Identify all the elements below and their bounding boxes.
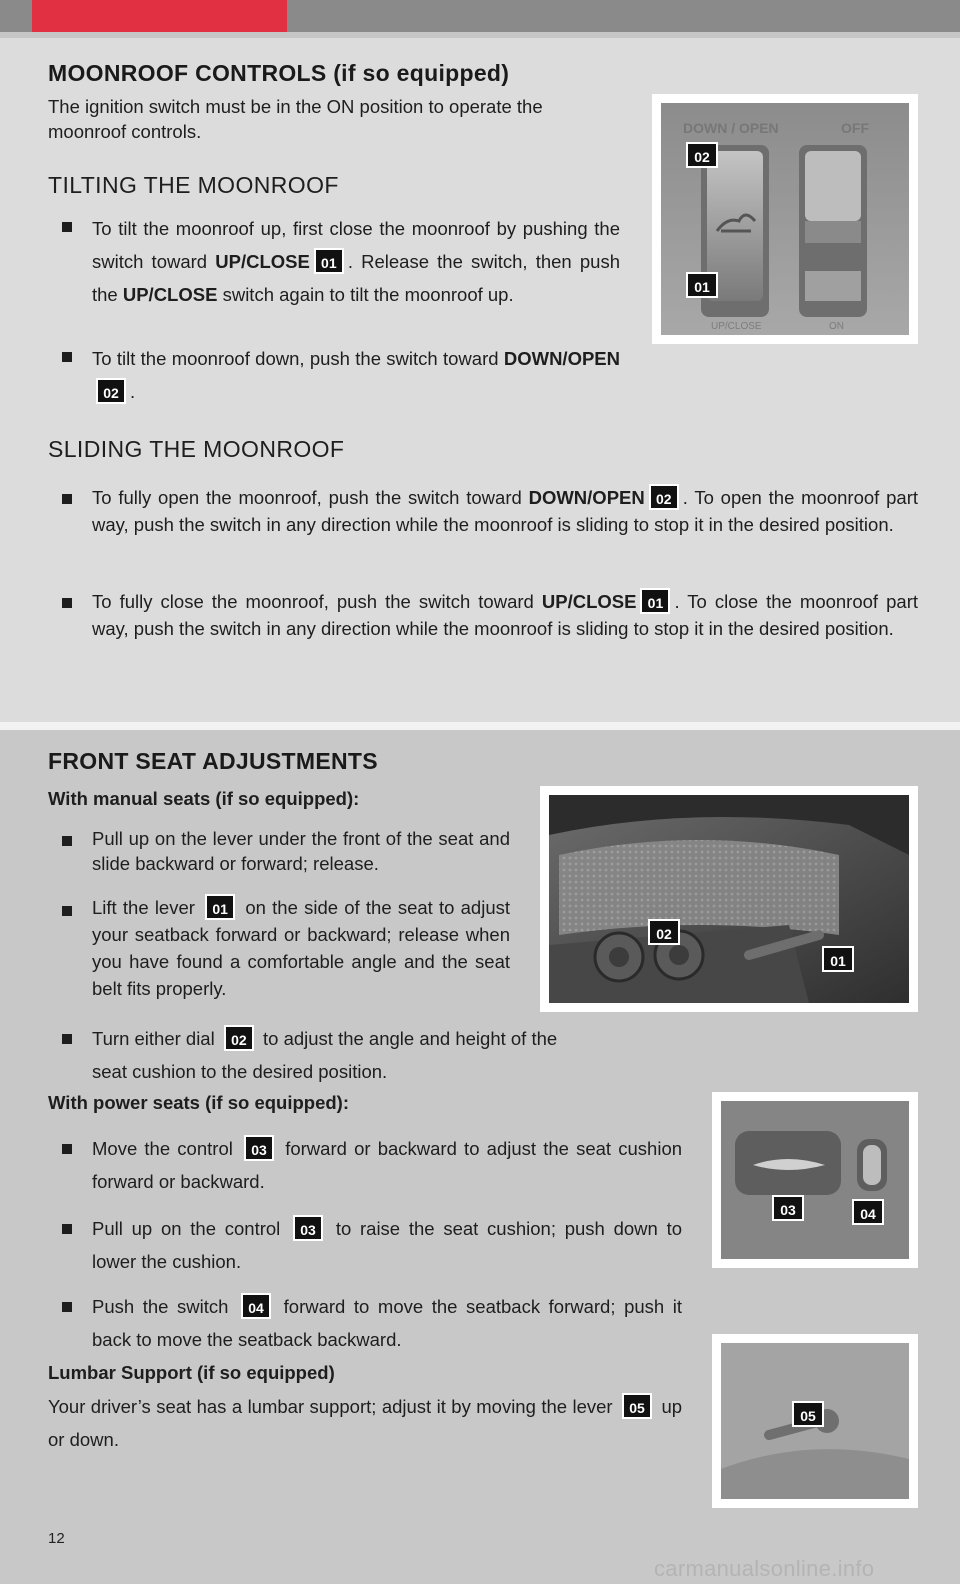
power-seat-photo (712, 1092, 918, 1268)
callout-badge: 01 (640, 588, 670, 614)
tilting-bullet-1: To tilt the moonroof up, first close the moonroof by pushing the switch toward UP/CLOSE 01 . Release the switch, then push the UP/CLOSE switch again to tilt the moonroof up. (92, 218, 620, 305)
bullet (62, 836, 72, 846)
callout-badge: 05 (622, 1393, 652, 1419)
sliding-heading: SLIDING THE MOONROOF (48, 436, 345, 462)
bullet (62, 494, 72, 504)
bullet (62, 1144, 72, 1154)
bullet (62, 906, 72, 916)
callout-badge: 02 (224, 1025, 254, 1051)
bullet (62, 352, 72, 362)
callout-badge: 04 (241, 1293, 271, 1319)
moonroof-switch-illustration (661, 103, 909, 335)
bullet (62, 1302, 72, 1312)
page-number: 12 (48, 1530, 65, 1547)
bullet (62, 1034, 72, 1044)
manual-bullet-3: Turn either dial 02 to adjust the angle and height of the seat cushion to the desired position. (92, 1022, 572, 1088)
callout-badge: 03 (244, 1135, 274, 1161)
tilting-heading: TILTING THE MOONROOF (48, 172, 339, 198)
callout-badge: 03 (293, 1215, 323, 1241)
callout-badge: 01 (822, 946, 854, 972)
manual-heading: With manual seats (if so equipped): (48, 788, 360, 809)
callout-badge: 02 (686, 142, 718, 168)
switch-label-down-open: DOWN / OPEN (683, 120, 779, 136)
manual-seat-illustration (549, 795, 909, 1003)
bullet (62, 1224, 72, 1234)
power-heading: With power seats (if so equipped): (48, 1092, 349, 1113)
switch-label-on: ON (829, 321, 844, 332)
callout-badge: 02 (648, 919, 680, 945)
lumbar-heading: Lumbar Support (if so equipped) (48, 1362, 335, 1383)
tilting-bullet-2: To tilt the moonroof down, push the switch toward DOWN/OPEN02 . (92, 348, 620, 402)
section-divider (0, 722, 960, 730)
watermark: carmanualsonline.info (654, 1556, 875, 1581)
bullet (62, 598, 72, 608)
callout-badge: 04 (852, 1199, 884, 1225)
moonroof-switch-photo (652, 94, 918, 344)
callout-badge: 01 (205, 894, 235, 920)
manual-seat-photo (540, 786, 918, 1012)
lumbar-text: Your driver’s seat has a lumbar support; adjust it by moving the lever 05 up or down. (48, 1390, 682, 1456)
moonroof-title: MOONROOF CONTROLS (if so equipped) (48, 60, 510, 86)
switch-label-up-close: UP/CLOSE (711, 321, 762, 332)
accent-bar (32, 0, 287, 32)
power-seat-illustration (721, 1101, 909, 1259)
callout-badge: 02 (96, 378, 126, 404)
switch-label-off: OFF (841, 120, 869, 136)
bullet (62, 222, 72, 232)
callout-badge: 02 (649, 484, 679, 510)
callout-badge: 03 (772, 1195, 804, 1221)
lumbar-photo (712, 1334, 918, 1508)
power-bullet-1: Move the control 03 forward or backward to adjust the seat cushion forward or backward. (92, 1132, 682, 1198)
seats-title: FRONT SEAT ADJUSTMENTS (48, 748, 378, 774)
top-bar (0, 0, 960, 32)
manual-bullet-2: Lift the lever 01 on the side of the seat to adjust your seatback forward or backward; release when you have found a comfortable angle and the seat belt fits properly. (92, 894, 510, 1002)
callout-badge: 05 (792, 1401, 824, 1427)
sliding-bullet-1: To fully open the moonroof, push the switch toward DOWN/OPEN 02 . To open the moonroof part way, push the switch in any direction while the moonroof is sliding to stop it in the desired position. (92, 484, 918, 538)
power-bullet-2: Pull up on the control 03 to raise the seat cushion; push down to lower the cushion. (92, 1212, 682, 1278)
callout-badge: 01 (314, 248, 344, 274)
callout-badge: 01 (686, 272, 718, 298)
moonroof-intro: The ignition switch must be in the ON position to operate the moonroof controls. (48, 96, 543, 142)
manual-bullet-1: Pull up on the lever under the front of the seat and slide backward or forward; release. (92, 828, 510, 874)
sliding-bullet-2: To fully close the moonroof, push the switch toward UP/CLOSE 01 . To close the moonroof part way, push the switch in any direction while the moonroof is sliding to stop it in the desired position. (92, 588, 918, 642)
power-bullet-3: Push the switch 04 forward to move the seatback forward; push it back to move the seatback backward. (92, 1290, 682, 1356)
